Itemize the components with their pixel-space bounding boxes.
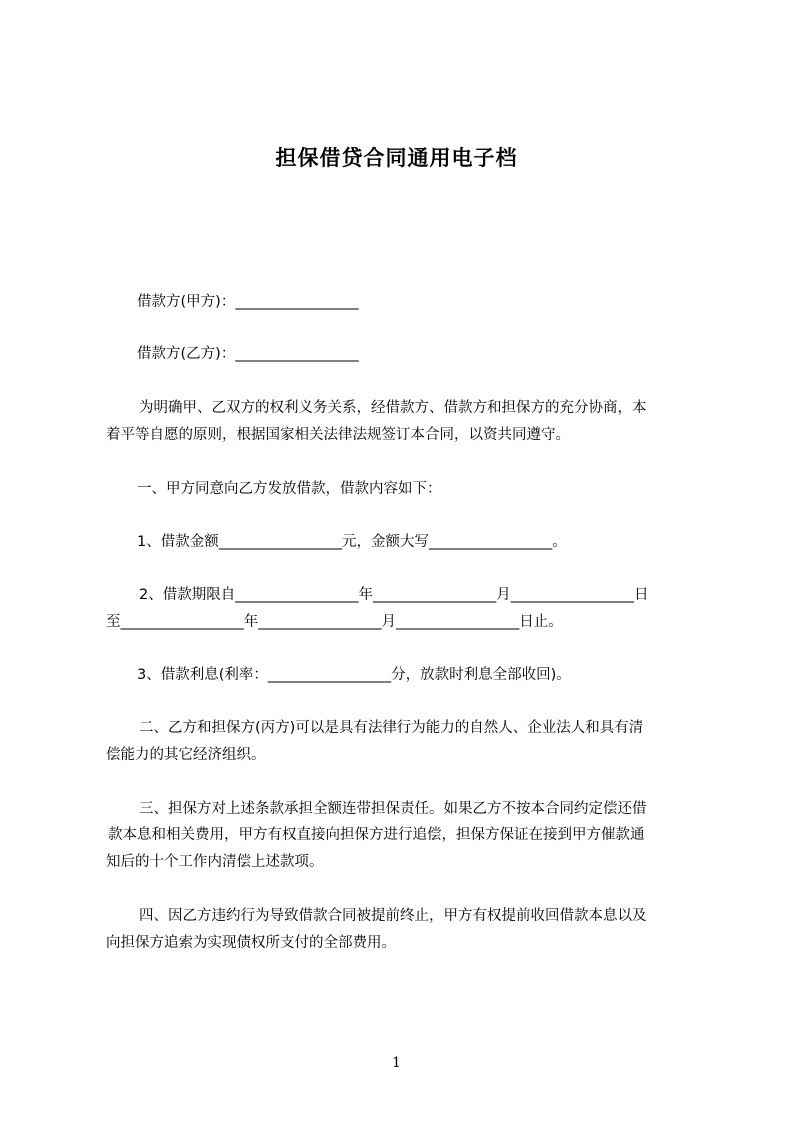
clause-1-heading: 一、甲方同意向乙方发放借款，借款内容如下：: [137, 481, 442, 497]
clause-4-line-1: 四、因乙方违约行为导致借款合同被提前终止，甲方有权提前收回借款本息以及: [139, 908, 647, 924]
loan-term-line-1: 2、借款期限自_________________年_________________月_________________日: [139, 587, 649, 603]
page-number: 1: [392, 1055, 401, 1071]
clause-2-line-2: 偿能力的其它经济组织。: [106, 747, 266, 763]
lender-b-line: 借款方(乙方)：_________________: [137, 346, 359, 362]
clause-2-line-1: 二、乙方和担保方(丙方)可以是具有法律行为能力的自然人、企业法人和具有清: [139, 720, 644, 736]
loan-interest-line: 3、借款利息(利率：_________________分，放款时利息全部收回)。: [137, 667, 571, 683]
lender-a-line: 借款方(甲方)：_________________: [137, 294, 359, 310]
preamble-line-1: 为明确甲、乙双方的权利义务关系，经借款方、借款方和担保方的充分协商，本: [139, 400, 647, 416]
clause-3-line-2: 款本息和相关费用，甲方有权直接向担保方进行追偿，担保方保证在接到甲方催款通: [108, 827, 645, 843]
clause-4-line-2: 向担保方追索为实现债权所支付的全部费用。: [106, 935, 396, 951]
clause-3-line-3: 知后的十个工作内清偿上述款项。: [106, 854, 324, 870]
preamble-line-2: 着平等自愿的原则，根据国家相关法律法规签订本合同，以资共同遵守。: [106, 427, 570, 443]
clause-3-line-1: 三、担保方对上述条款承担全额连带担保责任。如果乙方不按本合同约定偿还借: [139, 801, 647, 817]
document-title: 担保借贷合同通用电子档: [275, 146, 518, 170]
loan-amount-line: 1、借款金额_________________元，金额大写_________________。: [137, 534, 567, 550]
loan-term-line-2: 至_________________年_________________月_________________日止。: [106, 614, 563, 630]
